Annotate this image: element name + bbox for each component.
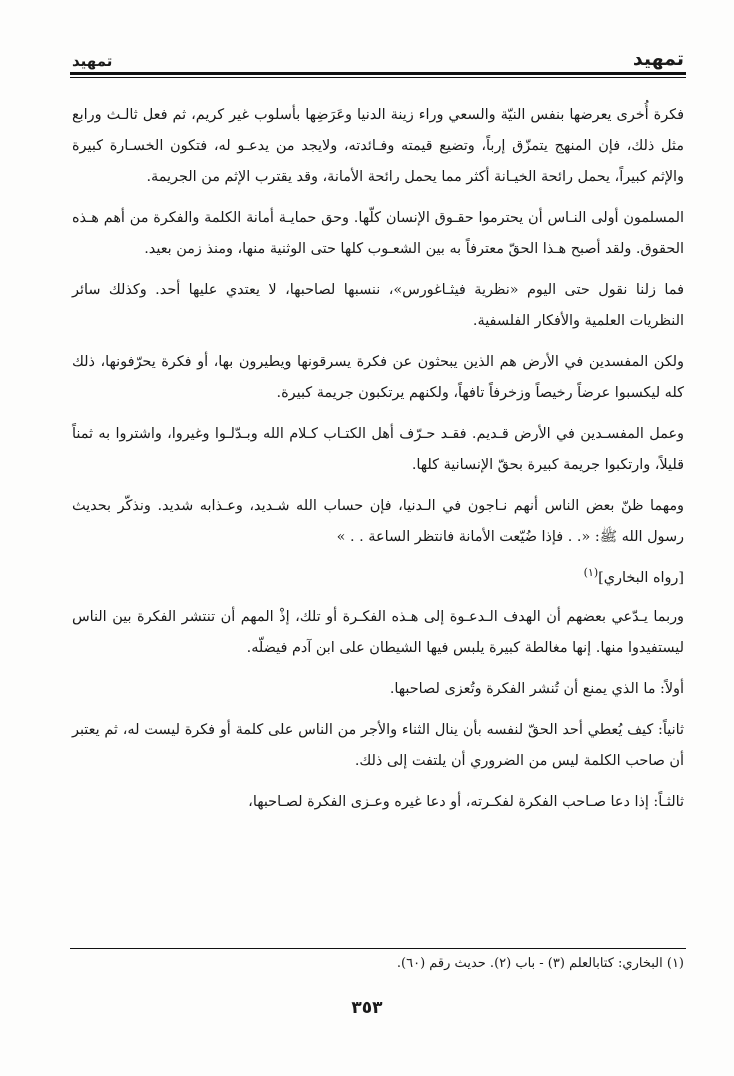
citation-text: [رواه البخاري] bbox=[598, 569, 684, 586]
header-rule-thick bbox=[70, 72, 686, 75]
list-item-third: ثالثـاً: إذا دعا صـاحب الفكرة لفكـرته، أو دعا غيره وعـزى الفكرة لصـاحبها، bbox=[248, 793, 684, 810]
footnote-marker[interactable]: (١) bbox=[583, 566, 599, 579]
paragraph: ولكن المفسدين في الأرض هم الذين يبحثون عن فكرة يسرقونها ويطيرون بها، أو فكرة يحرّفونها، ذلك كله ليكسبوا عرضاً رخيصاً وزخرفاً تافهاً، ولكنهم يرتكبون جريمة كبيرة. bbox=[72, 354, 684, 401]
page-number: ٣٥٣ bbox=[351, 998, 383, 1018]
hadith-citation bbox=[72, 557, 684, 594]
footnote-rule bbox=[70, 948, 686, 949]
list-item-first: أولاً: ما الذي يمنع أن تُنشر الفكرة وتُعزى لصاحبها. bbox=[389, 680, 684, 697]
footnote: (١) البخاري: كتابالعلم (٣) - باب (٢). حديث رقم (٦٠). bbox=[396, 956, 684, 971]
section-title: تمهيد bbox=[632, 48, 684, 70]
paragraph: فكرة أُخرى يعرضها بنفس النيّة والسعي وراء زينة الدنيا وعَرَضِها بأسلوب غير كريم، ثم فعل ثالـث ورابع مثل ذلك، فإن المنهج يتمزّق إرباً، وتضيع قيمته وفـائدته، ولايجد من يدعـو له، فتكون الخسـارة كبيرة والإثم كبيراً، يحمل رائحة الخيـانة أكثر مما يحمل رائحة الأمانة، وقد يقترب الإثم من الجريمة. bbox=[72, 107, 684, 185]
header-rule-thin bbox=[70, 77, 686, 78]
paragraph: المسلمون أولى النـاس أن يحترموا حقـوق الإنسان كلّها. وحق حمايـة أمانة الكلمة والفكرة من أهم هـذه الحقوق. ولقد أصبح هـذا الحقّ معترفاً به بين الشعـوب كلها حتى الوثنية منها، ومنذ زمن بعيد. bbox=[72, 210, 684, 257]
paragraph: ومهما ظنّ بعض الناس أنهم نـاجون في الـدنيا، فإن حساب الله شـديد، وعـذابه شديد. ونذكّر بحديث رسول الله ﷺ: «. . فإذا ضُيّعت الأمانة فانتظر الساعة . . » bbox=[72, 498, 684, 545]
paragraph: وربما يـدّعي بعضهم أن الهدف الـدعـوة إلى هـذه الفكـرة أو تلك، إذْ المهم أن تنتشر الفكرة بين الناس ليستفيدوا منها. إنها مغالطة كبيرة يلبس فيها الشيطان على ابن آدم فيضلّه. bbox=[72, 608, 684, 656]
main-text bbox=[72, 100, 684, 828]
list-item-second: ثانياً: كيف يُعطي أحد الحقّ لنفسه بأن ينال الثناء والأجر من الناس على كلمة أو فكرة ليست له، ثم يعتبر أن صاحب الكلمة ليس من الضروري أن يلتفت إلى ذلك. bbox=[72, 721, 684, 769]
running-header bbox=[72, 42, 684, 70]
running-title: تمهيد bbox=[72, 52, 113, 70]
paragraph: فما زلنا نقول حتى اليوم «نظرية فيثـاغورس»، ننسبها لصاحبها، لا يعتدي عليها أحد. وكذلك سائر النظريات العلمية والأفكار الفلسفية. bbox=[72, 282, 684, 329]
paragraph: وعمل المفسـدين في الأرض قـديم. فقـد حـرّف أهل الكتـاب كـلام الله وبـدّلـوا وغيروا، واشتروا به ثمناً قليلاً، وارتكبوا جريمة كبيرة بحقّ الإنسانية كلها. bbox=[72, 426, 684, 473]
